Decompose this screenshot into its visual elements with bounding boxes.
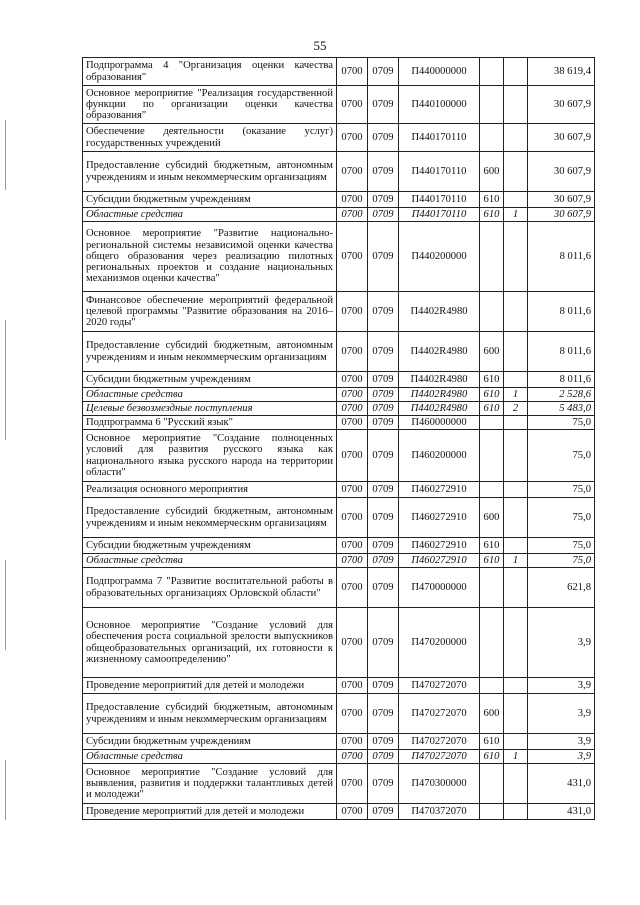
row-name: Основное мероприятие "Реализация государственной функции по организации оценки качества образования"	[83, 86, 337, 124]
row-expense-type-code: 610	[480, 372, 504, 388]
row-funding-source-code: 1	[504, 750, 528, 764]
row-name: Проведение мероприятий для детей и молодежи	[83, 804, 337, 820]
row-subsection-code: 0709	[368, 694, 399, 734]
table-row	[83, 430, 595, 482]
row-expense-type-code	[480, 292, 504, 332]
row-name: Субсидии бюджетным учреждениям	[83, 192, 337, 208]
row-funding-source-code	[504, 332, 528, 372]
row-subsection-code: 0709	[368, 372, 399, 388]
row-section-code: 0700	[337, 430, 368, 482]
row-name: Областные средства	[83, 208, 337, 222]
row-amount: 30 607,9	[528, 86, 595, 124]
row-expense-type-code	[480, 430, 504, 482]
row-section-code: 0700	[337, 750, 368, 764]
row-section-code: 0700	[337, 554, 368, 568]
row-subsection-code: 0709	[368, 678, 399, 694]
row-section-code: 0700	[337, 416, 368, 430]
row-funding-source-code	[504, 608, 528, 678]
table-row	[83, 764, 595, 804]
row-expense-type-code: 600	[480, 498, 504, 538]
row-target-article-code: П4402R4980	[399, 388, 480, 402]
row-funding-source-code	[504, 568, 528, 608]
row-amount: 75,0	[528, 430, 595, 482]
row-expense-type-code: 600	[480, 332, 504, 372]
row-target-article-code: П470272070	[399, 734, 480, 750]
row-expense-type-code: 610	[480, 538, 504, 554]
row-name: Субсидии бюджетным учреждениям	[83, 372, 337, 388]
table-row	[83, 608, 595, 678]
row-name: Реализация основного мероприятия	[83, 482, 337, 498]
row-name: Предоставление субсидий бюджетным, автономным учреждениям и иным некоммерческим организациям	[83, 332, 337, 372]
table-row	[83, 498, 595, 538]
row-name: Финансовое обеспечение мероприятий федеральной целевой программы "Развитие образования на 2016–2020 годы"	[83, 292, 337, 332]
row-subsection-code: 0709	[368, 498, 399, 538]
row-expense-type-code	[480, 568, 504, 608]
row-amount: 38 619,4	[528, 58, 595, 86]
row-amount: 30 607,9	[528, 124, 595, 152]
row-subsection-code: 0709	[368, 388, 399, 402]
row-amount: 75,0	[528, 416, 595, 430]
row-funding-source-code	[504, 804, 528, 820]
row-amount: 8 011,6	[528, 372, 595, 388]
row-target-article-code: П4402R4980	[399, 372, 480, 388]
row-funding-source-code	[504, 124, 528, 152]
row-funding-source-code	[504, 292, 528, 332]
row-section-code: 0700	[337, 86, 368, 124]
table-row	[83, 678, 595, 694]
table-row	[83, 192, 595, 208]
row-funding-source-code: 1	[504, 554, 528, 568]
row-expense-type-code: 610	[480, 402, 504, 416]
row-amount: 30 607,9	[528, 208, 595, 222]
row-section-code: 0700	[337, 402, 368, 416]
row-amount: 75,0	[528, 554, 595, 568]
row-target-article-code: П440170110	[399, 208, 480, 222]
row-target-article-code: П440170110	[399, 192, 480, 208]
row-funding-source-code	[504, 416, 528, 430]
table-row	[83, 372, 595, 388]
row-subsection-code: 0709	[368, 608, 399, 678]
row-expense-type-code	[480, 58, 504, 86]
row-expense-type-code: 610	[480, 388, 504, 402]
row-expense-type-code	[480, 764, 504, 804]
row-section-code: 0700	[337, 388, 368, 402]
table-row	[83, 804, 595, 820]
row-expense-type-code: 610	[480, 734, 504, 750]
row-target-article-code: П4402R4980	[399, 332, 480, 372]
row-expense-type-code: 600	[480, 694, 504, 734]
row-expense-type-code	[480, 222, 504, 292]
row-amount: 3,9	[528, 608, 595, 678]
row-target-article-code: П460000000	[399, 416, 480, 430]
row-funding-source-code	[504, 372, 528, 388]
table-row	[83, 416, 595, 430]
row-subsection-code: 0709	[368, 538, 399, 554]
row-section-code: 0700	[337, 764, 368, 804]
row-subsection-code: 0709	[368, 86, 399, 124]
row-name: Целевые безвозмездные поступления	[83, 402, 337, 416]
row-name: Подпрограмма 7 "Развитие воспитательной работы в образовательных организациях Орловской области"	[83, 568, 337, 608]
row-funding-source-code	[504, 430, 528, 482]
row-name: Основное мероприятие "Создание полноценных условий для развития русского языка как национального языка русского народа на территории области"	[83, 430, 337, 482]
row-funding-source-code	[504, 764, 528, 804]
table-row	[83, 332, 595, 372]
row-target-article-code: П460272910	[399, 482, 480, 498]
row-section-code: 0700	[337, 208, 368, 222]
row-target-article-code: П470000000	[399, 568, 480, 608]
page-number: 55	[313, 38, 327, 53]
row-expense-type-code: 610	[480, 192, 504, 208]
row-section-code: 0700	[337, 222, 368, 292]
row-section-code: 0700	[337, 58, 368, 86]
row-amount: 5 483,0	[528, 402, 595, 416]
row-name: Предоставление субсидий бюджетным, автономным учреждениям и иным некоммерческим организациям	[83, 694, 337, 734]
row-name: Областные средства	[83, 554, 337, 568]
row-target-article-code: П440100000	[399, 86, 480, 124]
table-row	[83, 694, 595, 734]
table-row	[83, 152, 595, 192]
row-expense-type-code	[480, 124, 504, 152]
row-target-article-code: П440000000	[399, 58, 480, 86]
row-name: Предоставление субсидий бюджетным, автономным учреждениям и иным некоммерческим организациям	[83, 498, 337, 538]
table-row	[83, 388, 595, 402]
row-target-article-code: П470300000	[399, 764, 480, 804]
table-row	[83, 222, 595, 292]
table-row	[83, 402, 595, 416]
row-name: Предоставление субсидий бюджетным, автономным учреждениям и иным некоммерческим организациям	[83, 152, 337, 192]
row-amount: 30 607,9	[528, 192, 595, 208]
budget-table	[82, 57, 595, 820]
row-target-article-code: П460272910	[399, 538, 480, 554]
row-funding-source-code	[504, 222, 528, 292]
row-amount: 621,8	[528, 568, 595, 608]
row-subsection-code: 0709	[368, 430, 399, 482]
row-subsection-code: 0709	[368, 152, 399, 192]
row-target-article-code: П4402R4980	[399, 402, 480, 416]
row-expense-type-code	[480, 804, 504, 820]
row-section-code: 0700	[337, 498, 368, 538]
row-section-code: 0700	[337, 192, 368, 208]
row-section-code: 0700	[337, 292, 368, 332]
table-row	[83, 734, 595, 750]
row-subsection-code: 0709	[368, 764, 399, 804]
row-expense-type-code: 610	[480, 208, 504, 222]
table-row	[83, 538, 595, 554]
row-amount: 431,0	[528, 804, 595, 820]
table-row	[83, 292, 595, 332]
row-section-code: 0700	[337, 332, 368, 372]
row-target-article-code: П470372070	[399, 804, 480, 820]
row-target-article-code: П470272070	[399, 694, 480, 734]
row-subsection-code: 0709	[368, 192, 399, 208]
row-target-article-code: П470272070	[399, 750, 480, 764]
row-funding-source-code	[504, 192, 528, 208]
row-section-code: 0700	[337, 152, 368, 192]
row-section-code: 0700	[337, 804, 368, 820]
row-target-article-code: П470200000	[399, 608, 480, 678]
row-expense-type-code	[480, 608, 504, 678]
row-funding-source-code: 1	[504, 208, 528, 222]
table-row	[83, 568, 595, 608]
row-section-code: 0700	[337, 608, 368, 678]
row-funding-source-code: 2	[504, 402, 528, 416]
row-amount: 8 011,6	[528, 222, 595, 292]
row-section-code: 0700	[337, 568, 368, 608]
row-name: Областные средства	[83, 388, 337, 402]
table-row	[83, 58, 595, 86]
row-name: Областные средства	[83, 750, 337, 764]
row-funding-source-code	[504, 694, 528, 734]
row-subsection-code: 0709	[368, 208, 399, 222]
row-section-code: 0700	[337, 678, 368, 694]
row-expense-type-code: 600	[480, 152, 504, 192]
table-row	[83, 554, 595, 568]
row-amount: 75,0	[528, 498, 595, 538]
row-funding-source-code: 1	[504, 388, 528, 402]
row-target-article-code: П440170110	[399, 152, 480, 192]
row-name: Обеспечение деятельности (оказание услуг) государственных учреждений	[83, 124, 337, 152]
row-amount: 75,0	[528, 538, 595, 554]
row-funding-source-code	[504, 678, 528, 694]
table-row	[83, 86, 595, 124]
row-name: Подпрограмма 6 "Русский язык"	[83, 416, 337, 430]
row-expense-type-code	[480, 678, 504, 694]
row-amount: 3,9	[528, 678, 595, 694]
table-row	[83, 482, 595, 498]
row-name: Основное мероприятие "Создание условий для обеспечения роста социальной зрелости выпускников общеобразовательных организаций, их готовности к жизненному самоопределению"	[83, 608, 337, 678]
row-expense-type-code: 610	[480, 750, 504, 764]
row-funding-source-code	[504, 482, 528, 498]
row-expense-type-code	[480, 416, 504, 430]
row-funding-source-code	[504, 152, 528, 192]
row-amount: 8 011,6	[528, 332, 595, 372]
row-section-code: 0700	[337, 372, 368, 388]
table-row	[83, 124, 595, 152]
row-subsection-code: 0709	[368, 554, 399, 568]
row-amount: 3,9	[528, 750, 595, 764]
row-expense-type-code	[480, 86, 504, 124]
row-amount: 75,0	[528, 482, 595, 498]
row-section-code: 0700	[337, 482, 368, 498]
row-subsection-code: 0709	[368, 402, 399, 416]
row-subsection-code: 0709	[368, 58, 399, 86]
row-name: Подпрограмма 4 "Организация оценки качества образования"	[83, 58, 337, 86]
row-funding-source-code	[504, 538, 528, 554]
row-amount: 3,9	[528, 734, 595, 750]
row-amount: 3,9	[528, 694, 595, 734]
row-subsection-code: 0709	[368, 124, 399, 152]
row-subsection-code: 0709	[368, 416, 399, 430]
row-target-article-code: П4402R4980	[399, 292, 480, 332]
row-section-code: 0700	[337, 538, 368, 554]
row-subsection-code: 0709	[368, 292, 399, 332]
row-expense-type-code: 610	[480, 554, 504, 568]
row-amount: 30 607,9	[528, 152, 595, 192]
row-target-article-code: П470272070	[399, 678, 480, 694]
row-expense-type-code	[480, 482, 504, 498]
row-name: Субсидии бюджетным учреждениям	[83, 538, 337, 554]
row-section-code: 0700	[337, 124, 368, 152]
row-target-article-code: П460272910	[399, 554, 480, 568]
row-subsection-code: 0709	[368, 222, 399, 292]
row-funding-source-code	[504, 734, 528, 750]
row-target-article-code: П460272910	[399, 498, 480, 538]
row-section-code: 0700	[337, 734, 368, 750]
row-subsection-code: 0709	[368, 734, 399, 750]
row-amount: 8 011,6	[528, 292, 595, 332]
row-target-article-code: П440200000	[399, 222, 480, 292]
row-subsection-code: 0709	[368, 568, 399, 608]
row-subsection-code: 0709	[368, 332, 399, 372]
row-subsection-code: 0709	[368, 482, 399, 498]
row-name: Проведение мероприятий для детей и молодежи	[83, 678, 337, 694]
row-amount: 431,0	[528, 764, 595, 804]
row-section-code: 0700	[337, 694, 368, 734]
row-amount: 2 528,6	[528, 388, 595, 402]
row-funding-source-code	[504, 58, 528, 86]
row-target-article-code: П460200000	[399, 430, 480, 482]
row-target-article-code: П440170110	[399, 124, 480, 152]
row-subsection-code: 0709	[368, 750, 399, 764]
row-funding-source-code	[504, 498, 528, 538]
table-row	[83, 208, 595, 222]
row-subsection-code: 0709	[368, 804, 399, 820]
table-row	[83, 750, 595, 764]
binding-edge	[0, 0, 14, 905]
row-name: Субсидии бюджетным учреждениям	[83, 734, 337, 750]
row-name: Основное мероприятие "Развитие национально-региональной системы независимой оценки качества общего образования через реализацию пилотных региональных проектов и создание национальных механизмов оценки качества"	[83, 222, 337, 292]
row-funding-source-code	[504, 86, 528, 124]
row-name: Основное мероприятие "Создание условий для выявления, развития и поддержки талантливых детей и молодежи"	[83, 764, 337, 804]
